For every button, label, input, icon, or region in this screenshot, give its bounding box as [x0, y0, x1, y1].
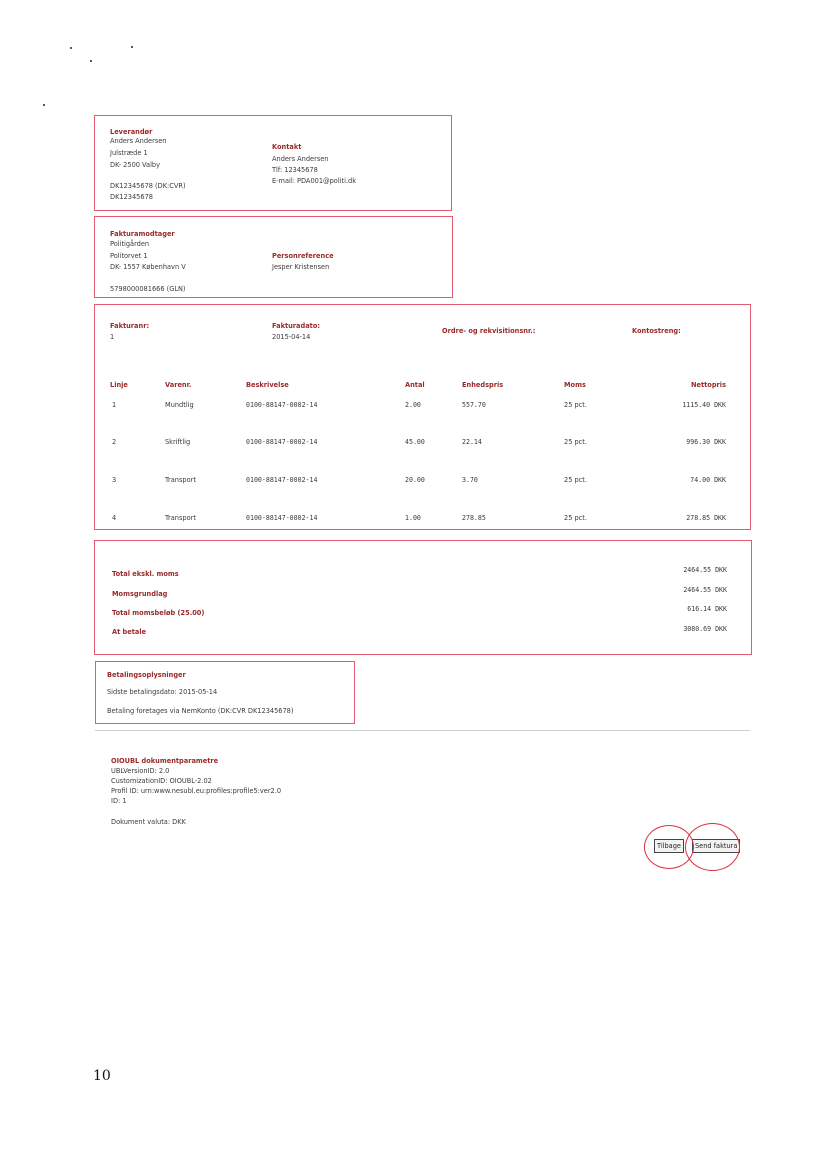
col-header-vat: Moms	[564, 381, 586, 389]
contact-name: Anders Andersen	[272, 155, 329, 163]
supplier-section	[94, 115, 452, 211]
supplier-cvr: DK12345678 (DK:CVR)	[110, 182, 186, 190]
params-ubl-version: UBLVersionID: 2.0	[111, 767, 170, 775]
invoice-date: 2015-04-14	[272, 333, 311, 341]
order-number-label: Ordre- og rekvisitionsnr.:	[442, 327, 536, 335]
vat-base-label: Momsgrundlag	[112, 590, 168, 598]
line-net-price: 996.30 DKK	[686, 438, 726, 446]
line-quantity: 20.00	[405, 476, 425, 484]
line-unit-price: 3.70	[462, 476, 478, 484]
line-quantity: 45.00	[405, 438, 425, 446]
send-invoice-button[interactable]: Send faktura	[692, 839, 740, 853]
contact-email: E-mail: PDA001@politi.dk	[272, 177, 357, 185]
col-header-quantity: Antal	[405, 381, 425, 389]
line-quantity: 1.00	[405, 514, 421, 522]
person-reference-heading: Personreference	[272, 252, 334, 260]
vat-amount-value: 616.14 DKK	[687, 605, 727, 613]
line-unit-price: 557.70	[462, 401, 486, 409]
params-customization: CustomizationID: OIOUBL-2.02	[111, 777, 212, 785]
totals-section	[94, 540, 752, 655]
line-net-price: 74.00 DKK	[690, 476, 726, 484]
recipient-heading: Fakturamodtager	[110, 230, 175, 238]
params-id: ID: 1	[111, 797, 127, 805]
col-header-description: Beskrivelse	[246, 381, 289, 389]
line-net-price: 278.85 DKK	[686, 514, 726, 522]
invoice-number: 1	[110, 333, 115, 341]
supplier-city: DK- 2500 Valby	[110, 161, 161, 169]
invoice-number-label: Fakturanr:	[110, 322, 150, 330]
recipient-city: DK- 1557 København V	[110, 263, 186, 271]
supplier-name: Anders Andersen	[110, 137, 167, 145]
supplier-street: Julstræde 1	[110, 149, 148, 157]
line-vat: 25 pct.	[564, 438, 587, 446]
recipient-section	[94, 216, 453, 298]
line-number: 3	[112, 476, 117, 484]
col-header-unit-price: Enhedspris	[462, 381, 504, 389]
page-number: 10	[93, 1068, 111, 1084]
recipient-name: Politigården	[110, 240, 150, 248]
payment-method: Betaling foretages via NemKonto (DK:CVR DK12345678)	[107, 707, 294, 715]
line-vat: 25 pct.	[564, 514, 587, 522]
line-number: 2	[112, 438, 117, 446]
line-description: 0100-88147-0002-14	[246, 514, 318, 522]
vat-base-value: 2464.55 DKK	[683, 586, 727, 594]
line-description: 0100-88147-0002-14	[246, 438, 318, 446]
line-item: Mundtlig	[165, 401, 194, 409]
line-unit-price: 22.14	[462, 438, 482, 446]
vat-amount-label: Total momsbeløb (25.00)	[112, 609, 205, 617]
scan-speck	[43, 104, 45, 106]
recipient-street: Politorvet 1	[110, 252, 148, 260]
contact-phone: Tlf: 12345678	[272, 166, 318, 174]
invoice-date-label: Fakturadato:	[272, 322, 320, 330]
params-profile: Profil ID: urn:www.nesubl.eu:profiles:profile5:ver2.0	[111, 787, 282, 795]
scan-speck	[70, 47, 72, 49]
supplier-id: DK12345678	[110, 193, 153, 201]
amount-due-value: 3080.69 DKK	[683, 625, 727, 633]
line-item: Transport	[165, 514, 196, 522]
payment-heading: Betalingsoplysninger	[107, 671, 186, 679]
account-string-label: Kontostreng:	[632, 327, 681, 335]
line-quantity: 2.00	[405, 401, 421, 409]
col-header-item: Varenr.	[165, 381, 192, 389]
line-number: 1	[112, 401, 117, 409]
line-description: 0100-88147-0002-14	[246, 401, 318, 409]
total-excl-vat-label: Total ekskl. moms	[112, 570, 179, 578]
scan-speck	[90, 60, 92, 62]
hand-drawn-circle	[685, 823, 740, 871]
line-vat: 25 pct.	[564, 401, 587, 409]
invoice-lines-section	[94, 304, 751, 530]
person-reference-name: Jesper Kristensen	[272, 263, 330, 271]
params-currency: Dokument valuta: DKK	[111, 818, 186, 826]
line-item: Transport	[165, 476, 196, 484]
scan-speck	[131, 46, 133, 48]
line-description: 0100-88147-0002-14	[246, 476, 318, 484]
total-excl-vat-value: 2464.55 DKK	[683, 566, 727, 574]
contact-heading: Kontakt	[272, 143, 302, 151]
line-unit-price: 278.85	[462, 514, 486, 522]
line-number: 4	[112, 514, 117, 522]
amount-due-label: At betale	[112, 628, 147, 636]
payment-section	[95, 661, 355, 724]
back-button[interactable]: Tilbage	[654, 839, 684, 853]
params-heading: OIOUBL dokumentparametre	[111, 757, 219, 765]
separator-line	[95, 730, 750, 731]
line-item: Skriftlig	[165, 438, 191, 446]
line-net-price: 1115.40 DKK	[682, 401, 726, 409]
col-header-net-price: Nettopris	[691, 381, 726, 389]
payment-due-date: Sidste betalingsdato: 2015-05-14	[107, 688, 218, 696]
supplier-heading: Leverandør	[110, 128, 153, 136]
line-vat: 25 pct.	[564, 476, 587, 484]
recipient-gln: 5798000081666 (GLN)	[110, 285, 186, 293]
col-header-line: Linje	[110, 381, 128, 389]
